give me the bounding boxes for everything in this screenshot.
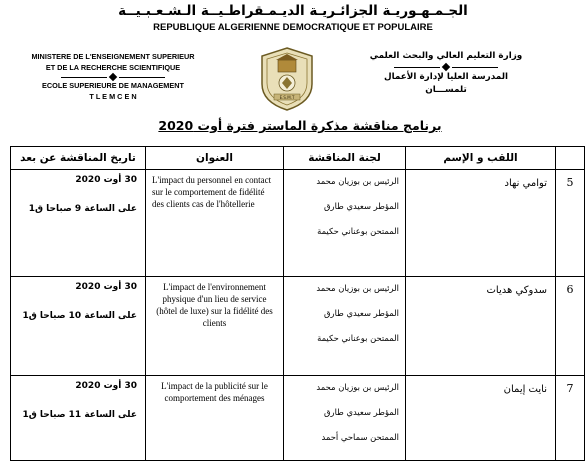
ministry-line-ar: وزارة التعليم العالي والبحث العلمي — [369, 51, 523, 61]
svg-text:E.S.M.T: E.S.M.T — [279, 95, 295, 100]
row-number-cell: 6 — [556, 277, 585, 376]
jury-examiner: الممتحن بوعناني حكيمة — [317, 226, 399, 236]
date-cell — [11, 277, 146, 376]
title-cell: L'impact de la publicité sur le comportement des ménages — [146, 376, 284, 461]
school-line-ar: المدرسة العليا لإدارة الأعمال — [383, 72, 509, 82]
jury-president: الرئيس بن بوزيان محمد — [316, 283, 399, 293]
ministry-line-1: MINISTERE DE L'ENSEIGNEMENT SUPERIEUR — [31, 52, 195, 61]
jury-cell — [284, 376, 406, 461]
date-text: 30 أوت 2020 — [75, 381, 137, 391]
ornament-divider — [4, 74, 222, 80]
ministry-block-ar — [346, 50, 546, 97]
date-cell — [11, 170, 146, 277]
table-row — [11, 170, 585, 277]
student-name-cell: توامي نهاد — [406, 170, 556, 277]
time-text: على الساعة 11 صباحا ق1 — [22, 410, 137, 420]
student-name-cell: سدوكي هديات — [406, 277, 556, 376]
jury-examiner: الممتحن سماحي أحمد — [321, 432, 399, 442]
row-number-cell: 5 — [556, 170, 585, 277]
date-text: 30 أوت 2020 — [75, 282, 137, 292]
ornament-divider-ar — [346, 64, 546, 70]
jury-president: الرئيس بن بوزيان محمد — [316, 176, 399, 186]
column-header-jury: لجنة المناقشة — [284, 147, 406, 170]
jury-cell — [284, 277, 406, 376]
school-line-2: T L E M C E N — [89, 91, 137, 101]
column-header-number — [556, 147, 585, 170]
defense-schedule-table — [10, 146, 585, 461]
jury-supervisor: المؤطر سعيدي طارق — [324, 201, 399, 211]
title-cell: L'impact de l'environnement physique d'un lieu de service (hôtel de luxe) sur la fidélité des clients — [146, 277, 284, 376]
jury-cell — [284, 170, 406, 277]
title-cell: L'impact du personnel en contact sur le comportement de fidélité des clients cas de l'hôtellerie — [146, 170, 284, 277]
page-heading: برنامج مناقشة مذكرة الماستر فترة أوت 2020 — [158, 118, 442, 133]
ministry-line-2: ET DE LA RECHERCHE SCIENTIFIQUE — [45, 62, 181, 72]
table-row — [11, 277, 585, 376]
time-text: على الساعة 10 صباحا ق1 — [22, 311, 137, 321]
time-text: على الساعة 9 صباحا ق1 — [28, 204, 137, 214]
column-header-date: تاريخ المناقشة عن بعد — [11, 147, 146, 170]
jury-supervisor: المؤطر سعيدي طارق — [324, 308, 399, 318]
city-line-ar: تلمســـان — [425, 85, 467, 95]
title-arabic: الجـمـهـوريـة الجزائـريـة الديـمـقراطـيــة الـشـعـبـيــة — [118, 3, 468, 19]
table-row — [11, 376, 585, 461]
date-text: 30 أوت 2020 — [75, 175, 137, 185]
jury-supervisor: المؤطر سعيدي طارق — [324, 407, 399, 417]
title-french: REPUBLIQUE ALGERIENNE DEMOCRATIQUE ET POPULAIRE — [153, 22, 433, 33]
jury-president: الرئيس بن بوزيان محمد — [316, 382, 399, 392]
row-number-cell: 7 — [556, 376, 585, 461]
column-header-name: اللقب و الإسم — [406, 147, 556, 170]
date-cell — [11, 376, 146, 461]
student-name-cell: نايت إيمان — [406, 376, 556, 461]
school-line-1: ECOLE SUPERIEURE DE MANAGEMENT — [42, 81, 184, 90]
jury-examiner: الممتحن بوعناني حكيمة — [317, 333, 399, 343]
table-header-row — [11, 147, 585, 170]
school-emblem-icon — [258, 46, 316, 112]
ministry-block-fr — [4, 52, 222, 102]
column-header-title: العنوان — [146, 147, 284, 170]
